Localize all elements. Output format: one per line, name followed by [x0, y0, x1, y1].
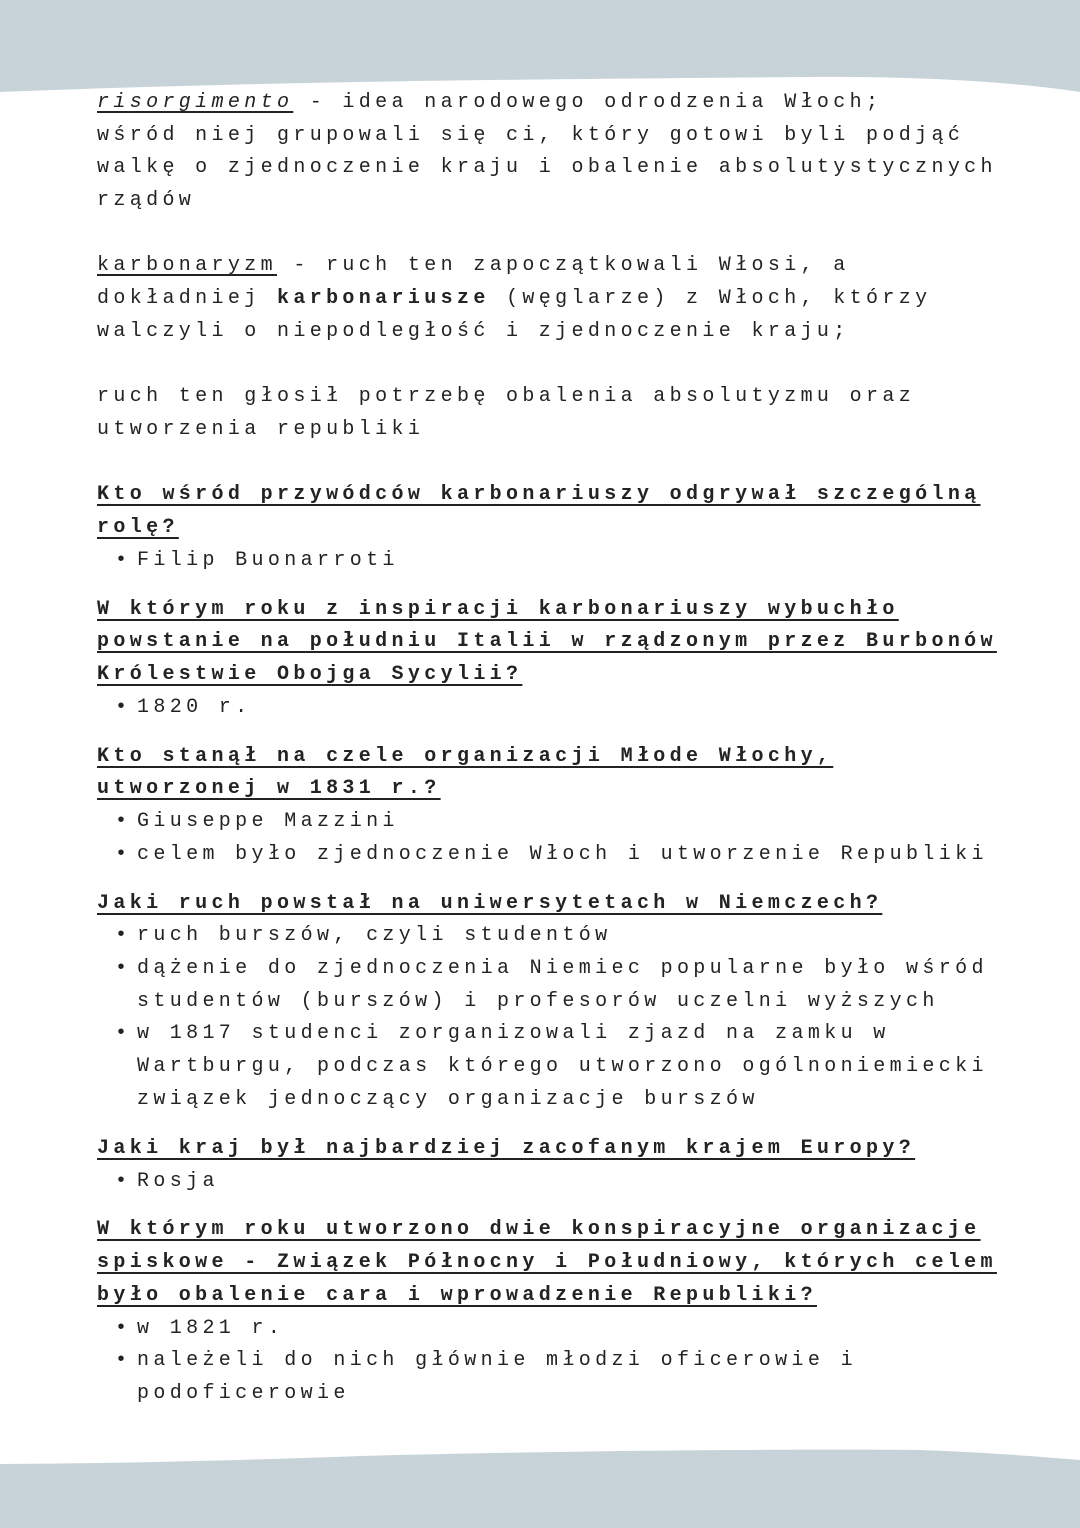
answer-line: celem było zjednoczenie Włoch i utworzenie Republiki	[137, 842, 988, 866]
question-block	[97, 594, 1057, 725]
paragraph-line: ruch ten głosił potrzebę obalenia absolutyzmu oraz	[97, 385, 916, 409]
definition-line	[97, 185, 1057, 218]
answer-line: należeli do nich głównie młodzi oficerowie i	[137, 1349, 857, 1373]
question-line: Królestwie Obojga Sycylii?	[97, 662, 523, 686]
definition-line	[97, 283, 1057, 316]
top-band	[0, 0, 1080, 92]
bullet-icon: •	[115, 1169, 128, 1193]
spacer	[97, 577, 1057, 593]
bullet-icon: •	[115, 548, 128, 572]
definition-line	[97, 250, 1057, 283]
definition-term: karbonaryzm	[97, 254, 277, 278]
question-line: utworzonej w 1831 r.?	[97, 777, 441, 801]
bullet-icon: •	[115, 957, 128, 981]
answer-bullet-item	[97, 1018, 1057, 1116]
question-heading	[97, 888, 1057, 921]
answer-line: Rosja	[137, 1169, 219, 1193]
answer-line: Giuseppe Mazzini	[137, 810, 399, 834]
spacer	[97, 1117, 1057, 1133]
answer-bullet-item	[97, 839, 1057, 872]
bullet-icon: •	[115, 924, 128, 948]
question-heading	[97, 741, 1057, 806]
answer-line: w 1817 studenci zorganizowali zjazd na zamku w	[137, 1022, 890, 1046]
bullet-icon: •	[115, 1316, 128, 1340]
question-block	[97, 1133, 1057, 1198]
definition-line	[97, 152, 1057, 185]
question-line: rolę?	[97, 515, 179, 539]
question-line: było obalenie cara i wprowadzenie Republiki?	[97, 1283, 817, 1307]
question-line: Jaki kraj był najbardziej zacofanym krajem Europy?	[97, 1136, 916, 1160]
spacer	[97, 724, 1057, 740]
question-block	[97, 741, 1057, 872]
question-line: powstanie na południu Italii w rządzonym przez Burbonów	[97, 630, 997, 654]
answer-bullet-item	[97, 806, 1057, 839]
spacer	[97, 871, 1057, 887]
answer-line: podoficerowie	[137, 1381, 350, 1405]
question-heading	[97, 1133, 1057, 1166]
bullet-icon: •	[115, 695, 128, 719]
bottom-band	[0, 1450, 1080, 1528]
paragraph-line: utworzenia republiki	[97, 417, 425, 441]
bullet-icon: •	[115, 1349, 128, 1373]
answer-line: studentów (burszów) i profesorów uczelni wyższych	[137, 989, 939, 1013]
bullet-icon: •	[115, 1022, 128, 1046]
answer-line: 1820 r.	[137, 695, 252, 719]
question-line: Kto stanął na czele organizacji Młode Włochy,	[97, 744, 834, 768]
question-heading	[97, 1214, 1057, 1312]
bold-term: karbonariusze	[276, 287, 490, 311]
answer-line: ruch burszów, czyli studentów	[137, 924, 612, 948]
answer-line: dążenie do zjednoczenia Niemiec popularne było wśród	[137, 957, 988, 981]
text-segment: rządów	[97, 189, 196, 213]
question-line: Kto wśród przywódców karbonariuszy odgrywał szczególną	[97, 483, 981, 507]
question-line: W którym roku z inspiracji karbonariuszy wybuchło	[97, 597, 899, 621]
question-line: spiskowe - Związek Północny i Południowy, których celem	[97, 1251, 997, 1275]
paragraph	[97, 381, 1057, 446]
spacer	[97, 349, 1057, 382]
answer-bullet-item	[97, 1345, 1057, 1410]
bullet-icon: •	[115, 842, 128, 866]
text-segment: - idea narodowego odrodzenia Włoch;	[293, 91, 883, 114]
answer-line: związek jednoczący organizacje burszów	[137, 1087, 759, 1111]
answer-line: w 1821 r.	[137, 1316, 285, 1340]
definition-block	[97, 250, 1057, 348]
text-segment: - ruch ten zapoczątkowali Włosi, a	[276, 254, 850, 278]
answer-bullet-item	[97, 692, 1057, 725]
text-segment: wśród niej grupowali się ci, który gotowi byli podjąć	[97, 123, 965, 147]
bullet-icon: •	[115, 810, 128, 834]
definition-line	[97, 316, 1057, 349]
answer-bullet-item	[97, 953, 1057, 1018]
answer-bullet-item	[97, 1313, 1057, 1346]
answer-bullet-item	[97, 920, 1057, 953]
definition-term: risorgimento	[97, 91, 294, 114]
document-content	[97, 87, 1057, 1411]
question-heading	[97, 594, 1057, 692]
text-segment: walczyli o niepodległość i zjednoczenie kraju;	[97, 319, 850, 343]
definition-block	[97, 87, 1057, 218]
question-block	[97, 479, 1057, 577]
spacer	[97, 218, 1057, 251]
definition-line	[97, 87, 1057, 120]
question-line: W którym roku utworzono dwie konspiracyjne organizacje	[97, 1218, 981, 1242]
answer-bullet-item	[97, 545, 1057, 578]
definition-line	[97, 120, 1057, 153]
answer-line: Filip Buonarroti	[137, 548, 399, 572]
answer-bullet-item	[97, 1166, 1057, 1199]
question-heading	[97, 479, 1057, 544]
spacer	[97, 1198, 1057, 1214]
spacer	[97, 447, 1057, 480]
question-block	[97, 1214, 1057, 1410]
question-line: Jaki ruch powstał na uniwersytetach w Niemczech?	[97, 891, 883, 915]
question-block	[97, 888, 1057, 1117]
text-segment: (węglarze) z Włoch, którzy	[489, 287, 932, 311]
answer-line: Wartburgu, podczas którego utworzono ogólnoniemiecki	[137, 1055, 988, 1079]
text-segment: walkę o zjednoczenie kraju i obalenie absolutystycznych	[97, 156, 997, 180]
text-segment: dokładniej	[97, 287, 277, 311]
